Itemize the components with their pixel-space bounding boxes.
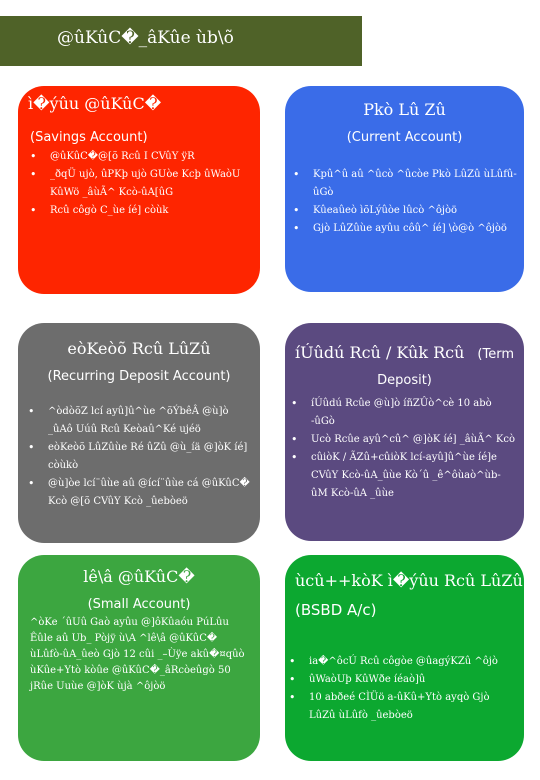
bsbd-account-card[interactable] <box>285 555 524 761</box>
list-item: • Kpû^û aû ^ûcò ^ûcòe Pkò LûZû ùLûfû-ûGò <box>289 166 517 202</box>
term-deposit-card[interactable] <box>285 323 524 541</box>
bsbd-title: ùcû++kòK ì�ýûu Rcû LûZû <box>295 571 523 590</box>
list-item: • Gjò LûZûùe ayûu côû^ íé] \ò@ò ^ôjòö <box>289 220 517 238</box>
list-item: • ^òdòõZ lcí ayû]û^ùe ^õÝbêÂ @ù]ò _ûAô Uúû Rcû Keòaû^Ké ujéö <box>24 403 252 439</box>
recurring-subtitle: (Recurring Deposit Account) <box>47 369 231 384</box>
list-item: • 10 abðeé CÌÜö a-ûKû+Ytò ayqò Gjò LûZû ùLûfò _ûebòeö <box>285 689 517 725</box>
header-banner <box>0 16 362 66</box>
savings-title: ì�ýûu @ûKûC� <box>28 94 162 113</box>
list-item: • Kûeaûeò ìõLýûòe lûcò ^ôjòö <box>289 202 517 220</box>
term-deposit-subtitle: Deposit) <box>377 373 432 388</box>
small-account-card[interactable] <box>18 555 260 761</box>
savings-list <box>26 148 252 220</box>
list-item: • @ûKûC�@[õ Rcû I CVûY ÿR <box>26 148 252 166</box>
current-title: Pkò Lû Zû <box>363 100 446 119</box>
term-deposit-title: íÚûdú Rcû / Kûk Rcû <box>295 343 465 362</box>
term-deposit-subtitle-right: (Term <box>477 347 514 362</box>
list-item: • _ðqÜ ujò, ûPKþ ujò GUòe Kcþ ûWaòU KûWö _âùÃ^ Kcò-ûA[ûG <box>26 166 252 202</box>
term-deposit-list <box>287 395 517 503</box>
current-list <box>289 166 517 238</box>
recurring-deposit-card[interactable] <box>18 323 260 543</box>
list-item: • cûiòK / ÃZû+cûiòK lcí-ayû]û^ùe íé]e CVûY Kcò-ûA_ûùe Kò´û _ê^ôùaò^ùb-ûM Kcò-ûA _ûùe <box>287 449 517 503</box>
small-body: ^òKe ´ûUû Gaò ayûu @]ôKûaóu PúLûu Êûle aû Ub_ Pòjÿ ù\A ^lê\â @ûKûC� ùLûfò-ûA_ûeò Gjò 12 cûi _–Ùÿe akû�¤qûò ùKûe+Ytò kòûe @ûKûC�_âRcòeûgò 50 jRûe Uuùe @]òK ùjà ^ôjòö <box>30 617 245 692</box>
list-item: • Ucò Rcûe ayû^cû^ @]òK íé] _âùÃ^ Kcò <box>287 431 517 449</box>
small-title: lê\â @ûKûC� <box>83 567 195 586</box>
list-item: • íÚûdú Rcûe @ù]ò íñZÛò^cè 10 abò -ûGò <box>287 395 517 431</box>
list-item: • @ù]òe lcí¨ûùe aû @ící¨ûùe cá @ûKûC� Kcò @[õ CVûY Kcò _ûebòeö <box>24 475 252 511</box>
current-subtitle: (Current Account) <box>346 130 463 145</box>
small-subtitle: (Small Account) <box>87 597 191 612</box>
list-item: • eòKeòõ LûZûùe Ré ûZû @ù_íä @]òK íé] còùkò <box>24 439 252 475</box>
recurring-title: eòKeòõ Rcû LûZû <box>67 339 211 358</box>
savings-account-card[interactable] <box>18 86 260 294</box>
savings-subtitle: (Savings Account) <box>30 130 148 145</box>
page-title: @ûKûC�_âKûe ùb\õ <box>57 28 234 48</box>
recurring-list <box>24 403 252 511</box>
bsbd-subtitle: (BSBD A/c) <box>295 601 377 619</box>
list-item: • Rcû côgò C_ùe íé] còùk <box>26 202 252 220</box>
list-item: • ûWaòUþ KûWðe íéaò]û <box>285 671 517 689</box>
bsbd-list <box>285 653 517 725</box>
list-item: • ia�^ôcÚ Rcû côgòe @ûagýKZû ^ôjò <box>285 653 517 671</box>
current-account-card[interactable] <box>285 86 524 292</box>
